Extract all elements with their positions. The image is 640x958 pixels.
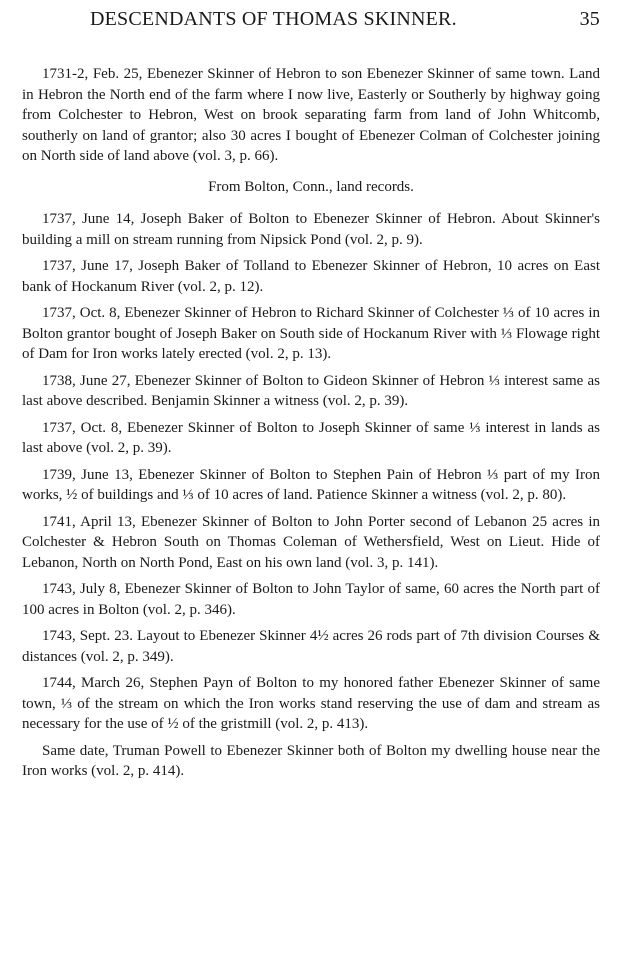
paragraph-deed-1738-june-27: 1738, June 27, Ebenezer Skinner of Bolton to Gideon Skinner of Hebron ⅓ interest same as last above described. Benjamin Skinner a witness (vol. 2, p. 39).: [22, 372, 600, 409]
paragraph-deed-1737-oct-8-richard: 1737, Oct. 8, Ebenezer Skinner of Hebron to Richard Skinner of Colchester ⅓ of 10 acres in Bolton grantor bought of Joseph Baker on South side of Hockanum River with ⅓ Flowage right of Dam for Iron works lately erected (vol. 2, p. 13).: [22, 305, 600, 362]
paragraph-deed-1743-sept-23: 1743, Sept. 23. Layout to Ebenezer Skinner 4½ acres 26 rods part of 7th division Courses & distances (vol. 2, p. 349).: [22, 628, 600, 665]
paragraph-deed-1741-april-13: 1741, April 13, Ebenezer Skinner of Bolton to John Porter second of Lebanon 25 acres in Colchester & Hebron South on Thomas Coleman of Wethersfield, West on Lieut. Hide of Lebanon, North on North Pond, East on his own land (vol. 3, p. 141).: [22, 513, 600, 571]
paragraph-deed-1737-oct-8-joseph: 1737, Oct. 8, Ebenezer Skinner of Bolton to Joseph Skinner of same ⅓ interest in lands as last above (vol. 2, p. 39).: [22, 419, 600, 456]
section-heading-bolton-records: From Bolton, Conn., land records.: [208, 178, 414, 195]
paragraph-deed-1744-march-26: 1744, March 26, Stephen Payn of Bolton to my honored father Ebenezer Skinner of same town, ⅓ of the stream on which the Iron works stand reserving the use of dam and stream as necessary for the use of ½ of the gristmill (vol. 2, p. 413).: [22, 675, 600, 732]
paragraph-deed-1739-june-13: 1739, June 13, Ebenezer Skinner of Bolton to Stephen Pain of Hebron ⅓ part of my Iron works, ½ of buildings and ⅓ of 10 acres of land. Patience Skinner a witness (vol. 2, p. 80).: [22, 466, 600, 503]
paragraph-deed-same-date: Same date, Truman Powell to Ebenezer Skinner both of Bolton my dwelling house near the Iron works (vol. 2, p. 414).: [22, 742, 600, 779]
page-number: 35: [579, 8, 600, 30]
paragraph-deed-1737-june-17: 1737, June 17, Joseph Baker of Tolland to Ebenezer Skinner of Hebron, 10 acres on East bank of Hockanum River (vol. 2, p. 12).: [22, 258, 600, 295]
page-header: [90, 8, 600, 40]
paragraph-deed-1743-july-8: 1743, July 8, Ebenezer Skinner of Bolton to John Taylor of same, 60 acres the North part of 100 acres in Bolton (vol. 2, p. 346).: [22, 581, 600, 618]
paragraph-deed-1731: 1731-2, Feb. 25, Ebenezer Skinner of Hebron to son Ebenezer Skinner of same town. Land in Hebron the North end of the farm where I now live, Easterly or Southerly by highway going from Colchester to Hebron, West on brook separating farm from land of John Whitcomb, southerly on land of grantor; also 30 acres I bought of Ebenezer Colman of Colchester joining on North side of land above (vol. 3, p. 66).: [22, 66, 600, 164]
page-body: [22, 64, 600, 782]
running-title: DESCENDANTS OF THOMAS SKINNER.: [90, 8, 457, 30]
paragraph-deed-1737-june-14: 1737, June 14, Joseph Baker of Bolton to Ebenezer Skinner of Hebron. About Skinner's building a mill on stream running from Nipsick Pond (vol. 2, p. 9).: [22, 211, 600, 248]
